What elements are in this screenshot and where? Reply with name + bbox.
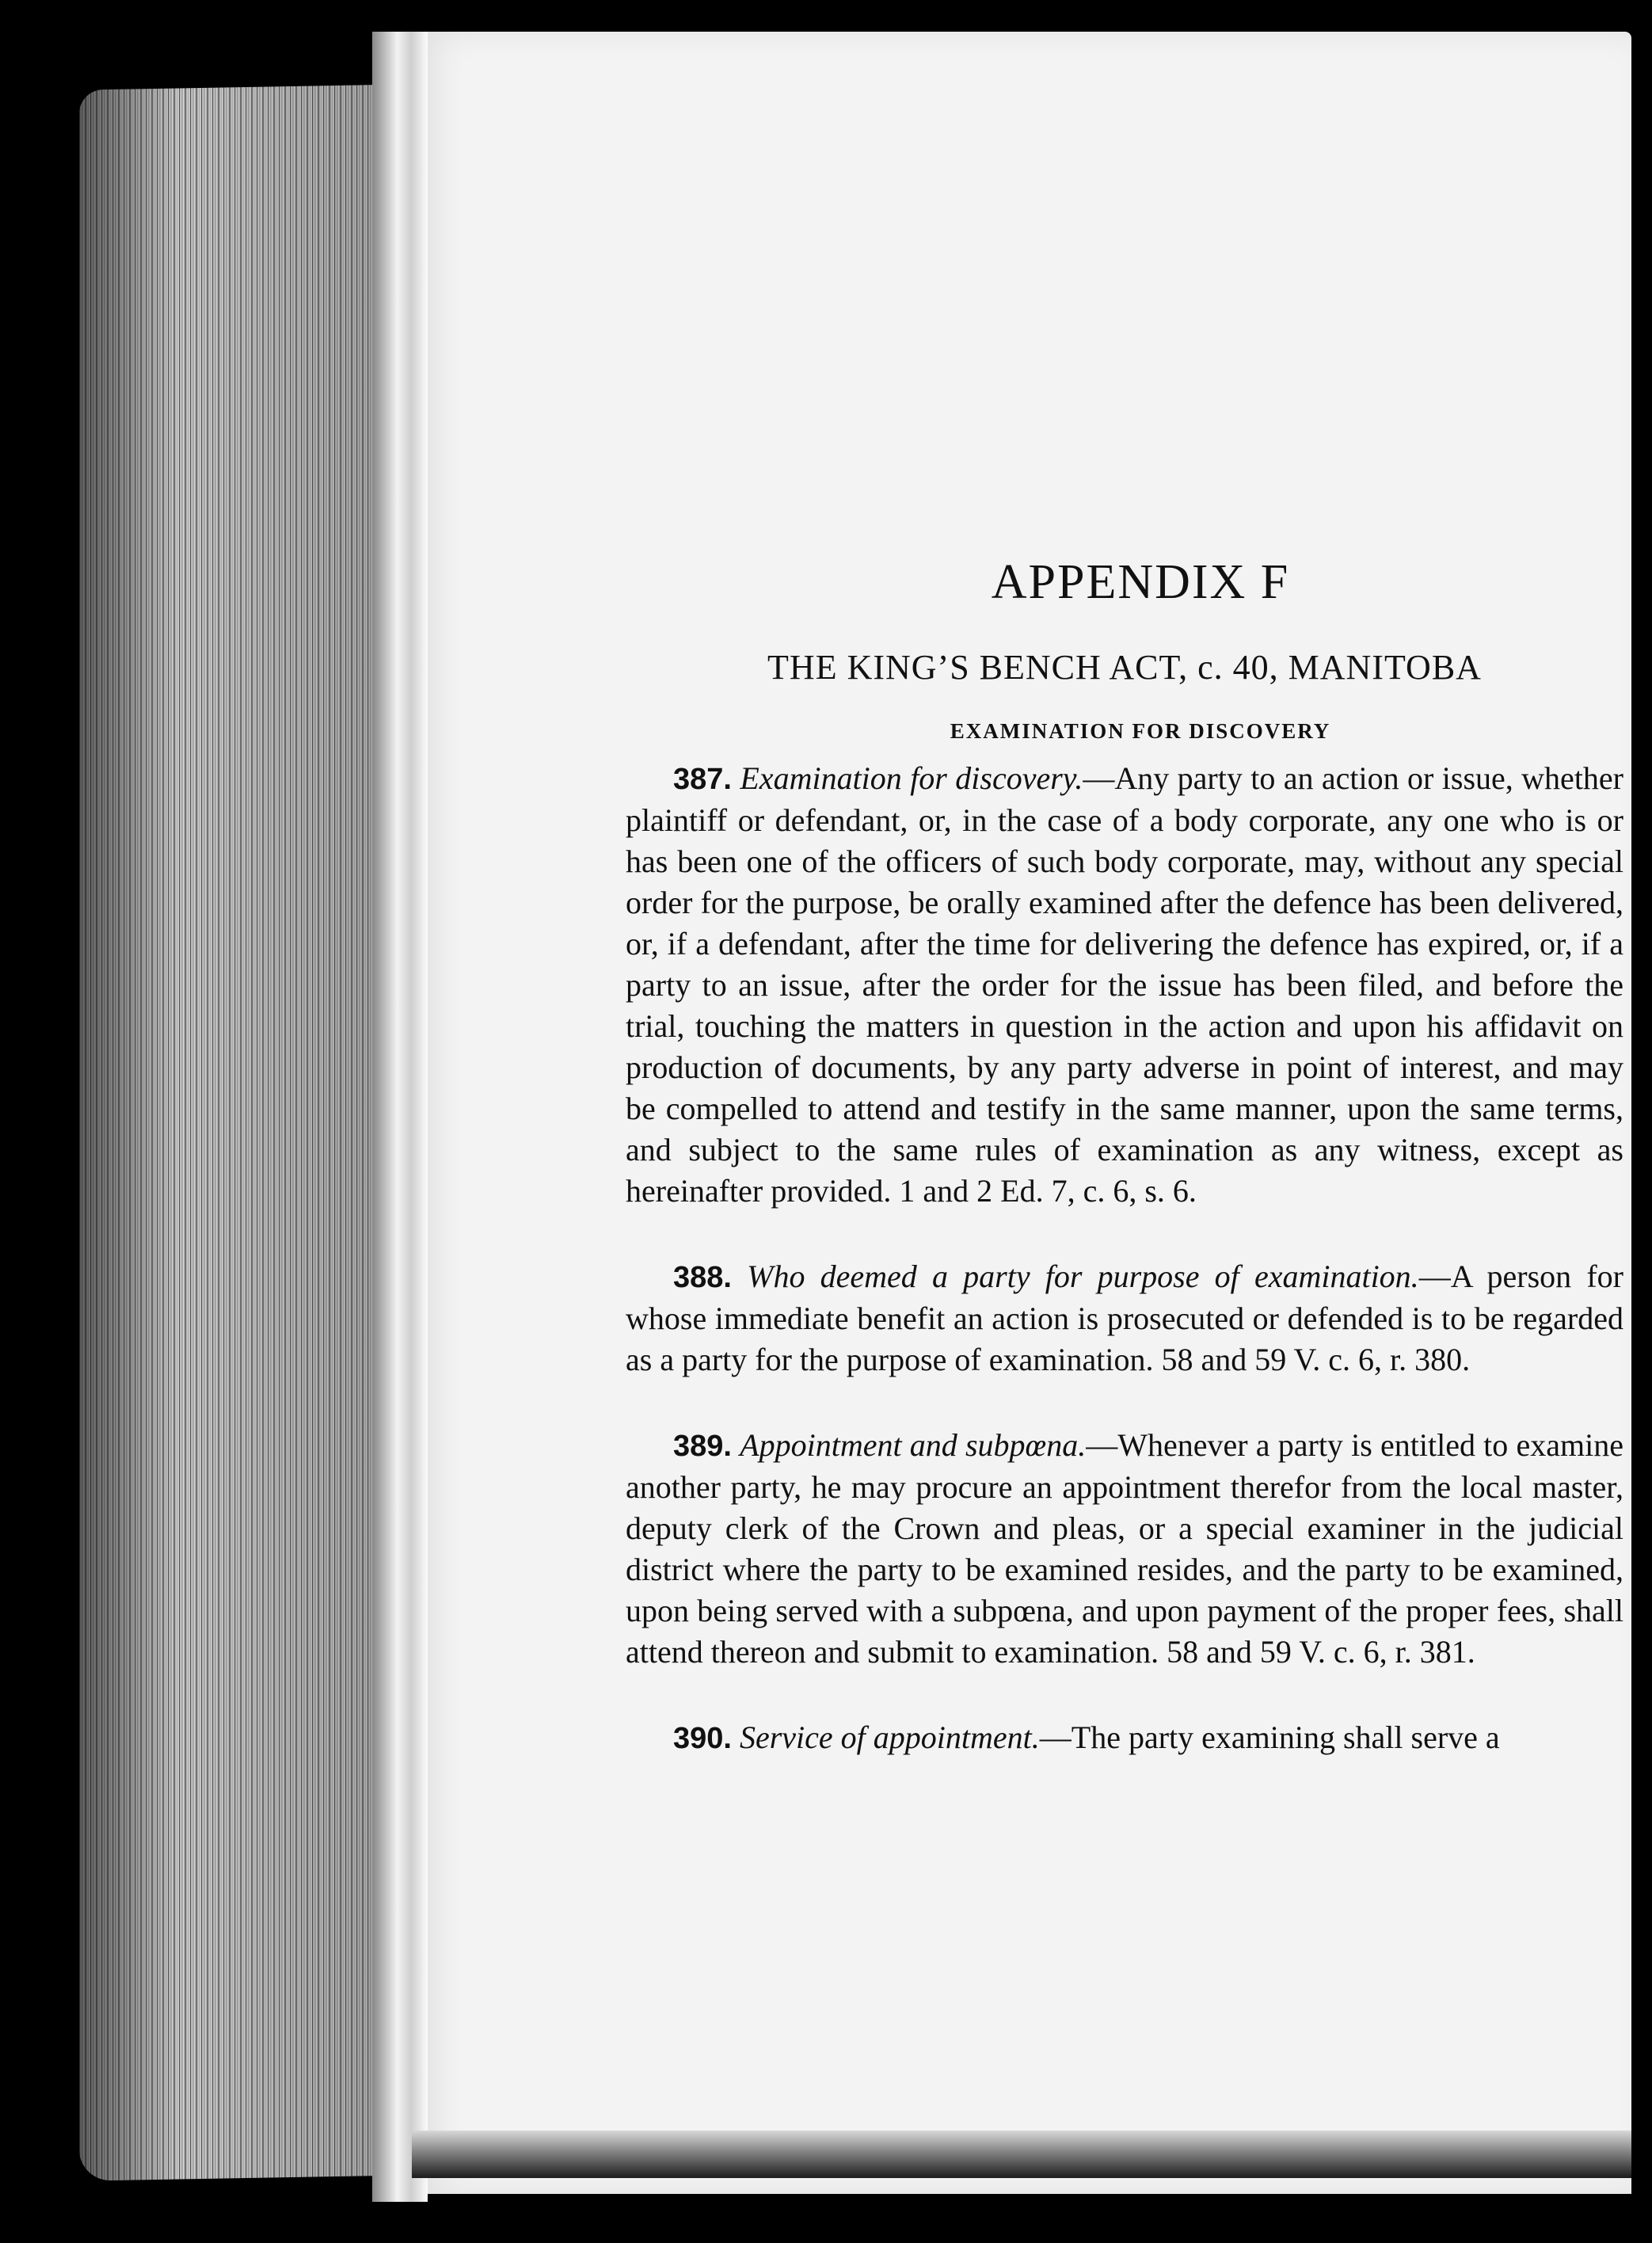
page-text bbox=[626, 507, 1623, 1803]
paragraph-388 bbox=[626, 1256, 1623, 1380]
paragraph-389 bbox=[626, 1425, 1623, 1673]
book-gutter bbox=[372, 32, 428, 2202]
appendix-title: APPENDIX F bbox=[991, 555, 1290, 609]
section-number: 390. bbox=[673, 1722, 732, 1755]
section-heading: EXAMINATION FOR DISCOVERY bbox=[950, 719, 1331, 743]
page-bottom-edge bbox=[412, 2131, 1631, 2178]
page-edges-shadow bbox=[79, 84, 412, 2180]
section-heading-italic: Service of appointment. bbox=[739, 1719, 1040, 1755]
section-body: —Whenever a party is entitled to examine another party, he may procure an appointment therefor from the local master, deputy clerk of the Crown and pleas, or a special examiner in the judicial district where the party to be examined resides, and the party to be examined, upon being served with a subpœna, and upon payment of the proper fees, shall attend thereon and submit to examination. 58 and 59 V. c. 6, r. 381. bbox=[626, 1427, 1623, 1670]
paragraph-390 bbox=[626, 1717, 1623, 1759]
paragraph-387 bbox=[626, 758, 1623, 1212]
act-subtitle: THE KING’S BENCH ACT, c. 40, MANITOBA bbox=[767, 648, 1482, 687]
section-number: 388. bbox=[673, 1261, 732, 1294]
section-body: —A person for whose immediate benefit an action is prosecuted or defended is to be regarded as a party for the purpose of examination. 58 and 59 V. c. 6, r. 380. bbox=[626, 1259, 1623, 1377]
section-number: 389. bbox=[673, 1430, 732, 1463]
section-heading-italic: Who deemed a party for purpose of examination. bbox=[747, 1259, 1419, 1294]
section-heading-italic: Examination for discovery. bbox=[740, 760, 1083, 796]
section-number: 387. bbox=[673, 763, 732, 796]
section-heading-italic: Appointment and subpœna. bbox=[740, 1427, 1087, 1463]
section-body: —Any party to an action or issue, whether plaintiff or defendant, or, in the case of a body corporate, any one who is or has been one of the officers of such body corporate, may, without any special order for the purpose, be orally examined after the defence has been delivered, or, if a defendant, after the time for delivering the defence has expired, or, if a party to an issue, after the order for the issue has been filed, and before the trial, touching the matters in question in the action and upon his affidavit on production of documents, by any party adverse in point of interest, and may be compelled to attend and testify in the same manner, upon the same terms, and subject to the same rules of examination as any witness, except as hereinafter provided. 1 and 2 Ed. 7, c. 6, s. 6. bbox=[626, 760, 1624, 1209]
section-body: —The party examining shall serve a bbox=[1039, 1719, 1500, 1755]
